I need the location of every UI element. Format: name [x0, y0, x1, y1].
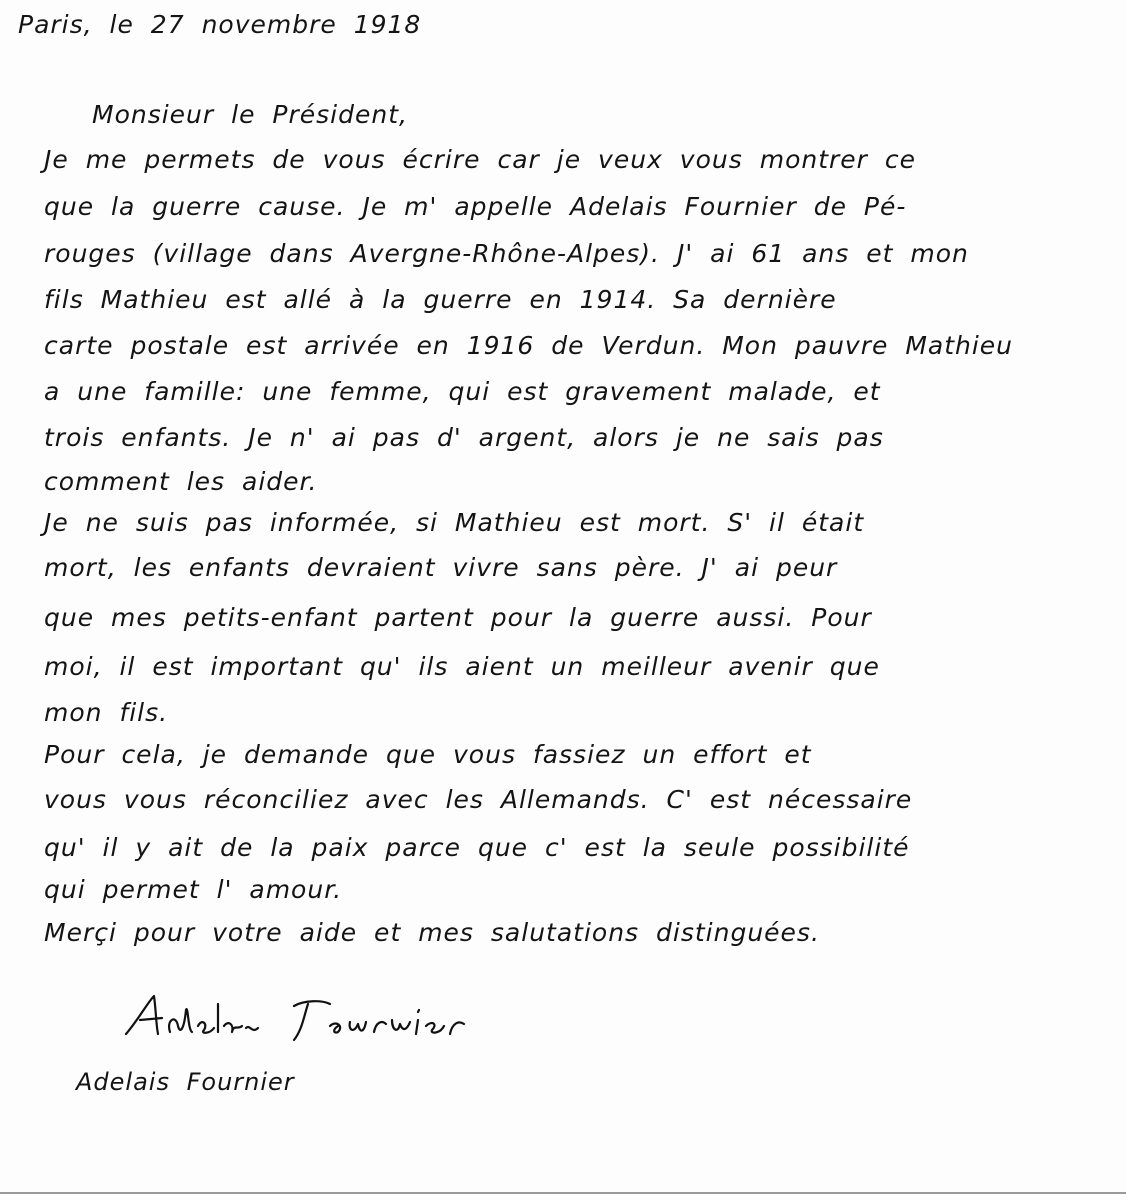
letter-line: trois enfants. Je n' ai pas d' argent, alors je ne sais pas	[44, 423, 884, 452]
signed-name: Adelais Fournier	[76, 1068, 295, 1096]
letter-line: Je me permets de vous écrire car je veux vous montrer ce	[44, 145, 917, 174]
signature-image	[118, 990, 478, 1050]
letter-line: rouges (village dans Avergne-Rhône-Alpes). J' ai 61 ans et mon	[44, 239, 969, 268]
page-edge	[0, 1192, 1126, 1194]
letter-line: mon fils.	[44, 698, 169, 727]
letter-line: qui permet l' amour.	[44, 875, 343, 904]
salutation: Monsieur le Président,	[92, 100, 408, 129]
letter-line: moi, il est important qu' ils aient un meilleur avenir que	[44, 652, 880, 681]
place-date: Paris, le 27 novembre 1918	[18, 10, 422, 39]
letter-line: a une famille: une femme, qui est gravement malade, et	[44, 377, 881, 406]
letter-line: fils Mathieu est allé à la guerre en 1914. Sa dernière	[44, 285, 837, 314]
letter-line: carte postale est arrivée en 1916 de Verdun. Mon pauvre Mathieu	[44, 331, 1014, 360]
letter-line: vous vous réconciliez avec les Allemands. C' est nécessaire	[44, 785, 913, 814]
letter-line: Je ne suis pas informée, si Mathieu est mort. S' il était	[44, 508, 865, 537]
letter-line: comment les aider.	[44, 467, 318, 496]
letter-line: Merçi pour votre aide et mes salutations distinguées.	[44, 918, 820, 947]
letter-line: qu' il y ait de la paix parce que c' est la seule possibilité	[44, 833, 910, 862]
letter-line: que la guerre cause. Je m' appelle Adelais Fournier de Pé-	[44, 192, 907, 221]
letter-line: que mes petits-enfant partent pour la guerre aussi. Pour	[44, 603, 872, 632]
letter-line: Pour cela, je demande que vous fassiez un effort et	[44, 740, 812, 769]
letter-line: mort, les enfants devraient vivre sans père. J' ai peur	[44, 553, 838, 582]
